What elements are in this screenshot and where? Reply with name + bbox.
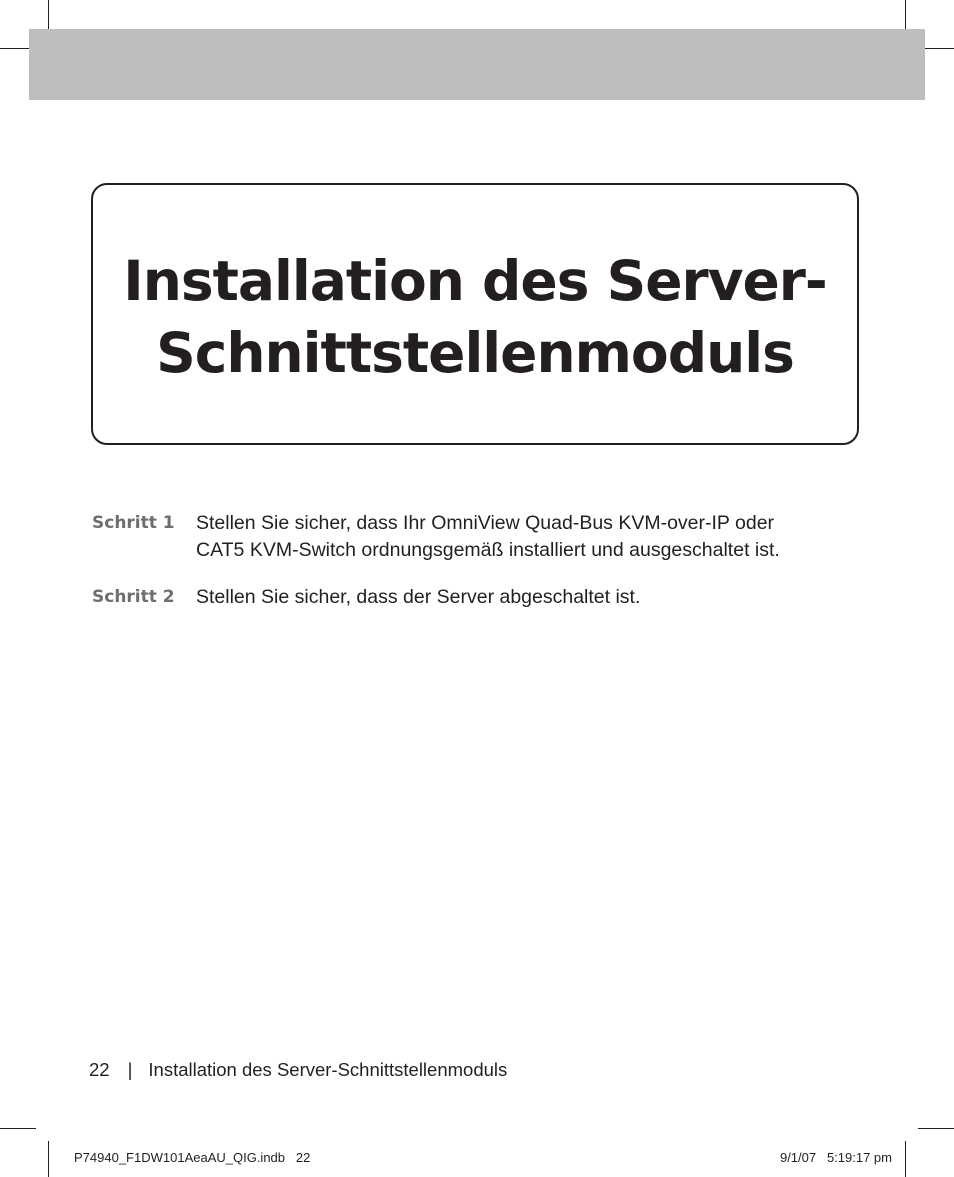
page-title-line-1: Installation des Server- <box>123 249 827 313</box>
footer-section-title: Installation des Server-Schnittstellenmoduls <box>148 1059 508 1080</box>
title-box <box>91 183 859 445</box>
step-2-text-line-1: Stellen Sie sicher, dass der Server abgeschaltet ist. <box>196 586 641 608</box>
step-1 <box>92 510 872 564</box>
step-2-label: Schritt 2 <box>92 587 175 607</box>
step-1-text-line-1: Stellen Sie sicher, dass Ihr OmniView Quad-Bus KVM-over-IP oder <box>196 512 775 534</box>
step-2 <box>92 584 872 611</box>
header-band <box>29 29 925 100</box>
step-1-text-line-2: CAT5 KVM-Switch ordnungsgemäß installiert und ausgeschaltet ist. <box>196 539 780 561</box>
print-slug-date-time: 9/1/07 5:19:17 pm <box>779 1150 892 1165</box>
footer-separator: | <box>127 1059 133 1080</box>
page-title-line-2: Schnittstellenmoduls <box>156 321 794 385</box>
crop-mark-bottom-right-horizontal <box>918 1128 954 1129</box>
page-number: 22 <box>89 1059 110 1080</box>
crop-mark-bottom-right-vertical <box>905 1141 906 1177</box>
crop-mark-bottom-left-vertical <box>48 1141 49 1177</box>
print-slug-file-info: P74940_F1DW101AeaAU_QIG.indb 22 <box>74 1150 311 1165</box>
crop-mark-bottom-left-horizontal <box>0 1128 36 1129</box>
page-footer <box>89 1058 507 1082</box>
steps-list <box>92 510 872 631</box>
step-1-label: Schritt 1 <box>92 513 175 533</box>
step-2-text <box>196 584 640 611</box>
page-title <box>123 239 827 389</box>
step-1-text <box>196 510 780 564</box>
